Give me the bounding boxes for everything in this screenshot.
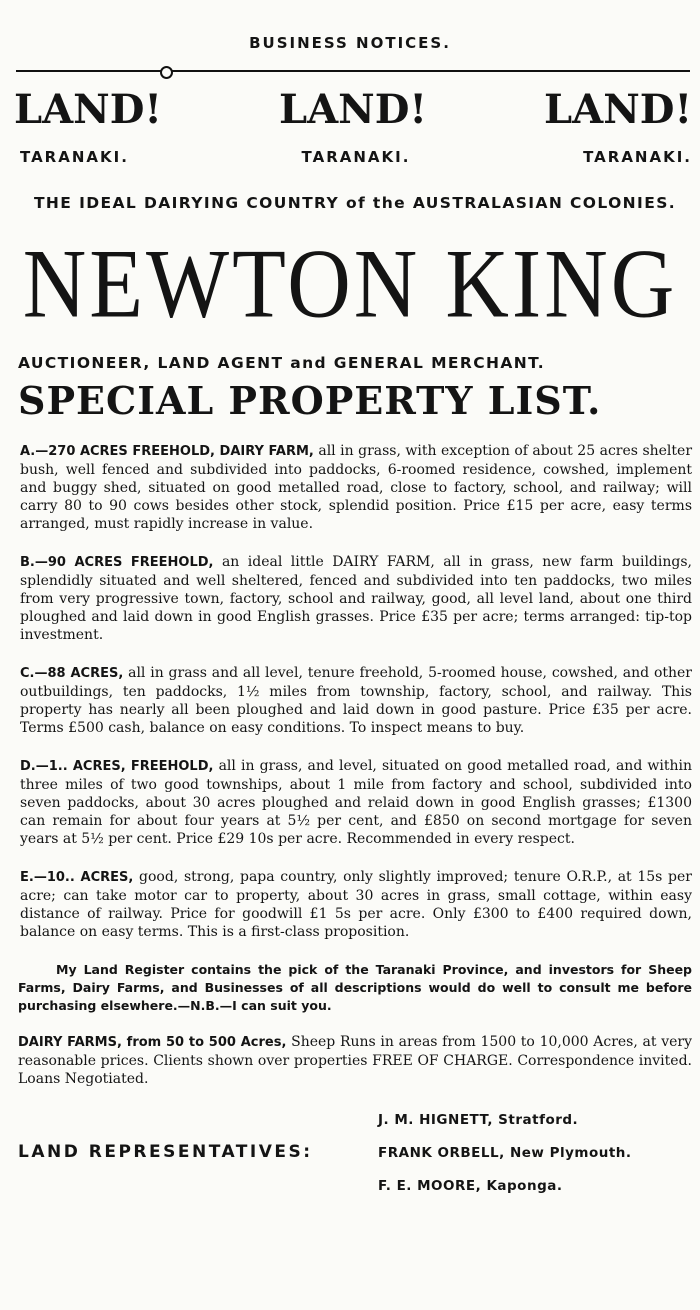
advertiser-occupation: AUCTIONEER, LAND AGENT and GENERAL MERCHANT. <box>18 354 546 372</box>
property-list <box>20 442 692 941</box>
property-item <box>20 664 692 737</box>
region-label: TARANAKI. <box>301 148 411 166</box>
dairy-farms-description: Sheep Runs in areas from 1500 to 10,000 Acres, at very reasonable prices. Clients shown over properties FREE OF CHARGE. Correspondence invited. Loans Negotiated. <box>18 1034 693 1087</box>
representatives-list <box>378 1104 632 1203</box>
land-register-notice: My Land Register contains the pick of the Taranaki Province, and investors for Sheep Farms, Dairy Farms, and Businesses of all descriptions would do well to consult me before purchasing elsewhere.—N.B.—I can suit you. <box>18 962 692 1013</box>
property-lead: E.—10.. ACRES, <box>20 870 134 885</box>
region-label: TARANAKI. <box>583 148 692 166</box>
property-item <box>20 757 692 848</box>
property-description: all in grass and all level, tenure freehold, 5-roomed house, cowshed, and other outbuildings, ten paddocks, 1½ miles from township, factory, school, and railway. This property has nearly all been ploughed and laid down in good pasture. Price £35 per acre. Terms £500 cash, balance on easy conditions. To inspect means to buy. <box>20 665 692 736</box>
property-item <box>20 442 692 533</box>
dairy-farms-lead: DAIRY FARMS, from 50 to 500 Acres, <box>18 1035 287 1050</box>
land-headline: LAND! <box>14 86 162 133</box>
land-representatives <box>18 1104 692 1203</box>
property-lead: D.—1.. ACRES, FREEHOLD, <box>20 759 214 774</box>
region-label: TARANAKI. <box>20 148 129 166</box>
land-headline-row <box>14 86 692 134</box>
rule-ornament <box>160 66 173 79</box>
property-lead: B.—90 ACRES FREEHOLD, <box>20 555 214 570</box>
dairy-farms-notice <box>18 1033 692 1088</box>
rule-line <box>16 70 690 72</box>
property-lead: C.—88 ACRES, <box>20 666 124 681</box>
property-description: good, strong, papa country, only slightly improved; tenure O.R.P., at 15s per acre; can take motor car to property, about 30 acres in grass, small cottage, within easy distance of railway. Price for goodwill £1 5s per acre. Only £300 to £400 required down, balance on easy terms. This is a first-class proposition. <box>20 869 692 940</box>
property-item <box>20 553 692 644</box>
representative: FRANK ORBELL, New Plymouth. <box>378 1145 632 1161</box>
tagline: THE IDEAL DAIRYING COUNTRY of the AUSTRALASIAN COLONIES. <box>33 194 677 212</box>
list-title: SPECIAL PROPERTY LIST. <box>18 378 602 423</box>
region-row <box>20 148 692 166</box>
ornamental-rule <box>16 66 690 76</box>
land-headline: LAND! <box>544 86 692 133</box>
section-header: BUSINESS NOTICES. <box>249 34 451 52</box>
representative: F. E. MOORE, Kaponga. <box>378 1178 563 1194</box>
property-lead: A.—270 ACRES FREEHOLD, DAIRY FARM, <box>20 444 314 459</box>
property-description: an ideal little DAIRY FARM, all in grass, new farm buildings, splendidly situated and well sheltered, fenced and subdivided into ten paddocks, two miles from very progressive town, factory, school and railway, good, all level land, about one third ploughed and laid down in good English grasses. Price £35 per acre; terms arranged: tip-top investment. <box>20 554 692 643</box>
representatives-label: LAND REPRESENTATIVES: <box>18 1142 313 1162</box>
land-headline: LAND! <box>279 86 427 133</box>
property-item <box>20 868 692 941</box>
property-description: all in grass, and level, situated on good metalled road, and within three miles of two good townships, about 1 mile from factory and school, subdivided into seven paddocks, about 30 acres ploughed and relaid down in good English grasses; £1300 can remain for about four years at 5½ per cent, and £850 on second mortgage for seven years at 5½ per cent. Price £29 10s per acre. Recommended in every respect. <box>20 758 692 847</box>
advertiser-name: NEWTON KING <box>22 230 678 339</box>
representative: J. M. HIGNETT, Stratford. <box>378 1112 579 1128</box>
property-description: all in grass, with exception of about 25 acres shelter bush, well fenced and subdivided into paddocks, 6-roomed residence, cowshed, implement and buggy shed, situated on good metalled road, close to factory, school, and railway; will carry 80 to 90 cows besides other stock, splendid position. Price £15 per acre, easy terms arranged, must rapidly increase in value. <box>20 443 693 532</box>
